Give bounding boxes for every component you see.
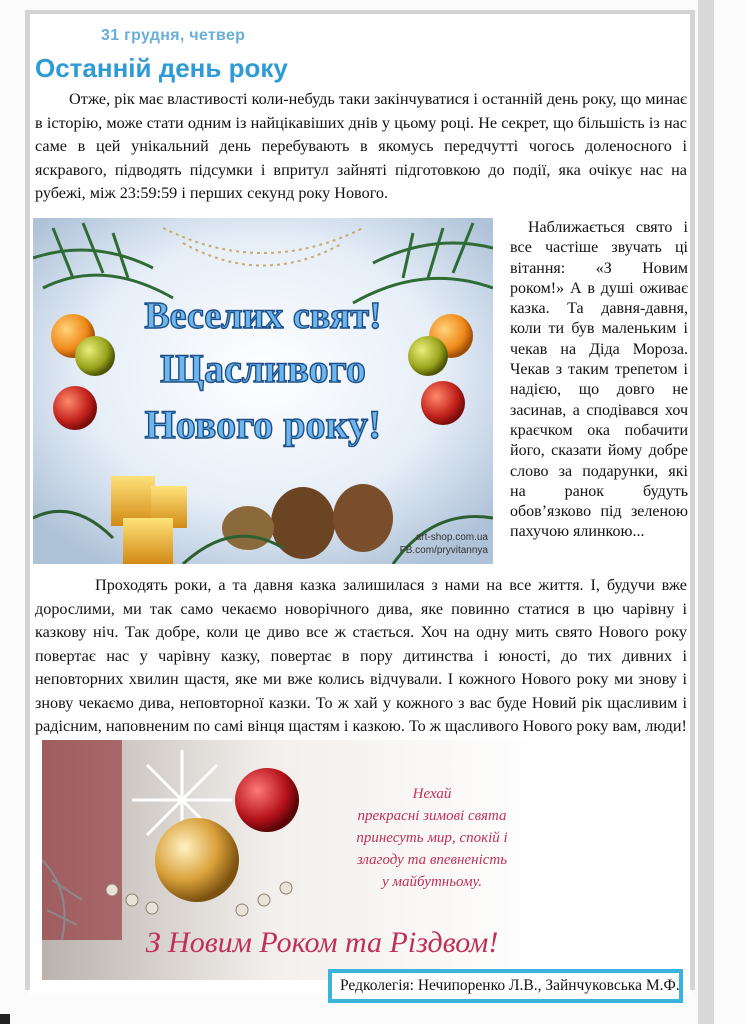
wish-line-5: у майбутньому. <box>381 874 483 890</box>
closing-paragraph: Проходять роки, а та давня казка залишилася з нами на все життя. І, будучи вже дорослими, ми так само чекаємо новорічного дива, яке повинно статися в цю чарівну і казкову ніч. Так добре, коли це диво все ж стається. Хоч на одну мить свято Нового року повертає нас у чарівну казку, повертає в пору дитинства і юності, до тих дивних і неповторних хвилин щастя, яке ми вже колись відчували. І кожного Нового року ми знову і знову чекаємо дива, неповторної казки. То ж хай у кожного з вас буде Новий рік щасливим і радісним, наповненим по самі вінця щастям і казкою. То ж щасливого Нового року вам, люди! <box>35 576 687 735</box>
green-ornament-icon <box>75 336 115 376</box>
scan-mark <box>0 1014 10 1024</box>
greeting-card-illustration <box>33 218 493 564</box>
editorial-credits: Редколегія: Нечипоренко Л.В., Зайнчуковська М.Ф. <box>340 977 680 994</box>
card-greeting-line2: Щасливого <box>160 346 366 391</box>
christmas-card-illustration <box>42 740 550 980</box>
article-title: Останній день року <box>35 53 288 83</box>
wish-line-4: злагоду та впевненість <box>356 852 508 868</box>
red-ornament-icon-right <box>421 381 465 425</box>
candle-icon-front <box>123 518 173 564</box>
red-bauble-icon <box>235 768 299 832</box>
card-greeting-line1: Веселих свят! <box>144 295 382 337</box>
scan-edge <box>698 0 714 1024</box>
red-backdrop <box>42 740 122 940</box>
side-paragraph: Наближається свято і все частіше звучать ці вітання: «З Новим роком!» А в душі оживає казка. Та давня-давня, коли ти був маленьким і чекав на Діда Мороза. Чекав з таким трепетом і надією, що довго не засинав, а сподівався хоч краєчком ока побачити його, сказати йому добре слово за подарунки, які на ранок будуть обов’язково під зеленою пахучою ялинкою... <box>510 219 688 541</box>
gold-bauble-icon <box>155 818 239 902</box>
issue-date: 31 грудня, четвер <box>101 27 246 44</box>
greeting-card-image <box>33 218 493 564</box>
red-ornament-icon <box>53 386 97 430</box>
nuts-icon <box>222 506 274 550</box>
pine-cone-icon-2 <box>333 484 393 552</box>
card2-greeting: З Новим Роком та Різдвом! <box>145 926 499 959</box>
intro-paragraph: Отже, рік має властивості коли-небудь таки закінчуватися і останній день року, що минає в історію, може стати одним із найцікавіших днів у цьому році. Не секрет, що більшість із нас саме в цей унікальний день перебувають в якомусь передчутті чогось доленосного і яскравого, підводять підсумки і впритул зайняті підготовкою до події, яка очікує нас на рубежі, між 23:59:59 і перших секунд року Нового. <box>35 90 687 202</box>
wish-line-1: Нехай <box>412 786 452 802</box>
card-watermark-fb: FB.com/pryvitannya <box>399 545 488 556</box>
card-greeting-line3: Нового року! <box>144 402 382 447</box>
christmas-card-image <box>42 740 550 980</box>
green-ornament-icon-right <box>408 336 448 376</box>
wish-line-3: принесуть мир, спокій і <box>356 830 508 846</box>
wish-line-2: прекрасні зимові свята <box>357 808 507 824</box>
card-watermark-site: art-shop.com.ua <box>415 532 488 543</box>
